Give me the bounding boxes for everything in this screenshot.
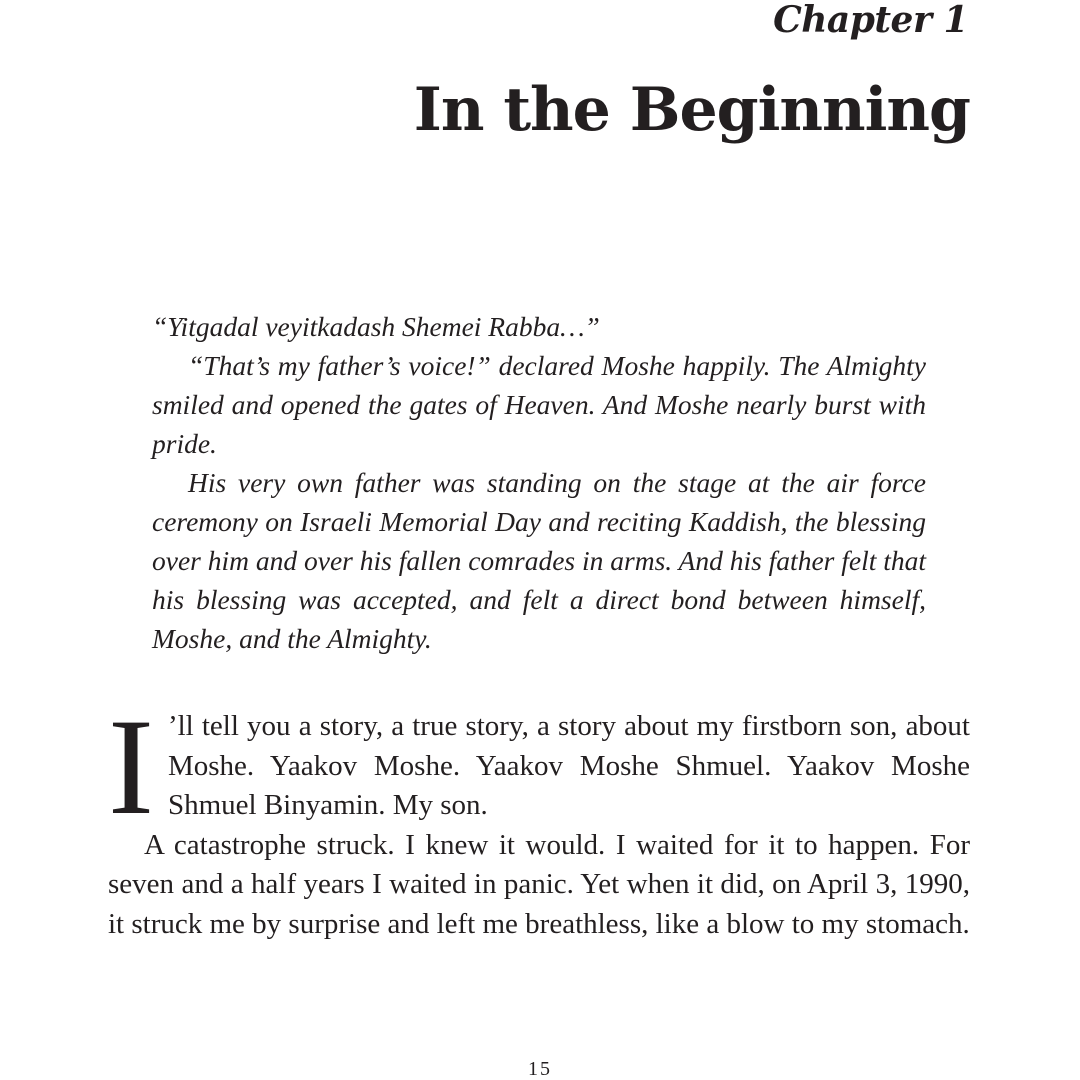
chapter-title: In the Beginning	[413, 75, 970, 145]
epigraph-paragraph: “That’s my father’s voice!” declared Moshe happily. The Almighty smiled and opened the gates of Heaven. And Moshe nearly burst with pride.	[152, 350, 926, 459]
body-text	[108, 690, 970, 944]
body-paragraph: A catastrophe struck. I knew it would. I waited for it to happen. For seven and a half years I waited in panic. Yet when it did, on April 3, 1990, it struck me by surprise and left me breathless, like a blow to my stomach.	[108, 828, 970, 940]
epigraph-paragraph: “Yitgadal veyitkadash Shemei Rabba…”	[152, 311, 600, 342]
chapter-label: Chapter 1	[773, 0, 968, 41]
body-paragraph-text: ’ll tell you a story, a true story, a story about my firstborn son, about Moshe. Yaakov Moshe. Yaakov Moshe Shmuel. Yaakov Moshe Shmuel Binyamin. My son.	[167, 710, 970, 821]
epigraph-paragraph: His very own father was standing on the stage at the air force ceremony on Israeli Memorial Day and reciting Kaddish, the blessing over him and over his fallen comrades in arms. And his father felt that his blessing was accepted, and felt a direct bond between himself, Moshe, and the Almighty.	[152, 467, 927, 654]
body-paragraph	[108, 690, 970, 843]
epigraph	[152, 307, 926, 658]
page-number: 15	[528, 1058, 552, 1080]
drop-cap: I	[108, 690, 154, 843]
